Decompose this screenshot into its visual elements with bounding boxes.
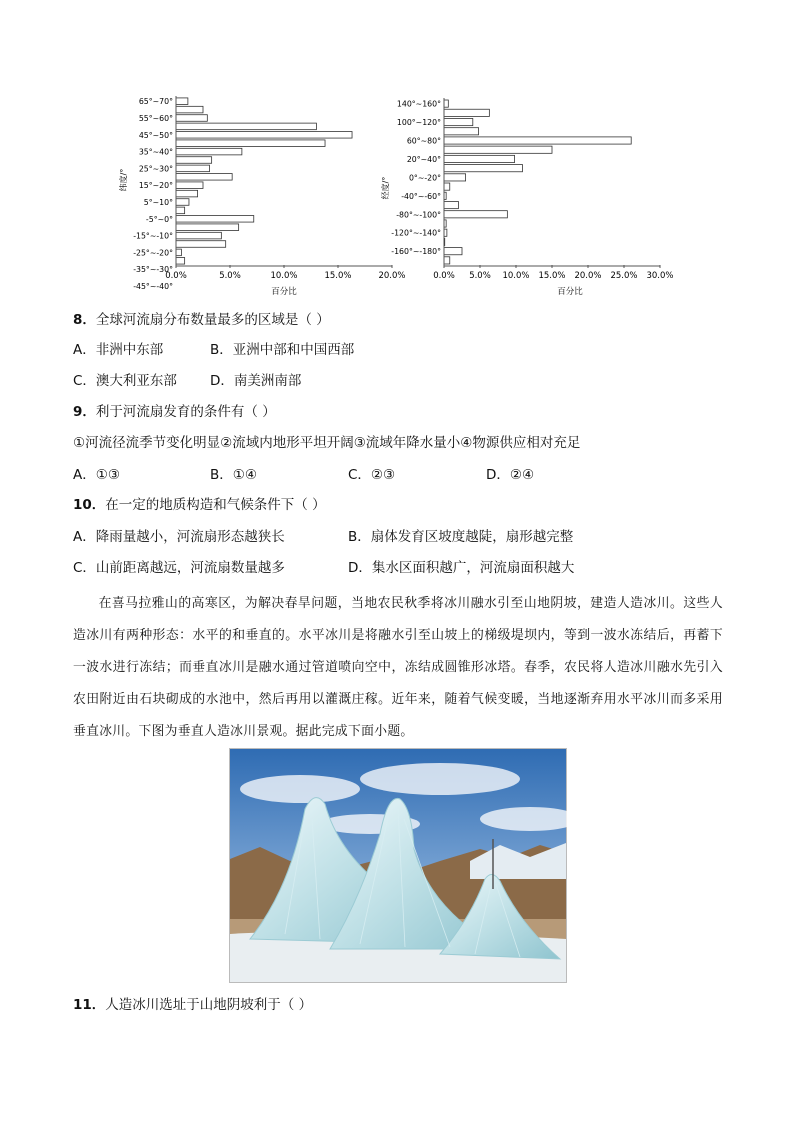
q9-option-c[interactable]: C．②③: [348, 467, 396, 483]
lat-category-label-4: 25°~30°: [138, 164, 173, 174]
lat-tick-label-3: 15.0%: [324, 271, 352, 281]
lat-category-label-0: 65°~70°: [138, 97, 173, 107]
lat-bar-4: [176, 132, 352, 139]
lat-bar-1: [176, 106, 203, 113]
lon-bar-0: [444, 100, 448, 107]
lat-category-label-5: 15°~20°: [138, 181, 173, 191]
q8-option-a[interactable]: A．非洲中东部: [73, 342, 164, 358]
lat-bar-17: [176, 241, 226, 248]
lat-bar-19: [176, 258, 185, 265]
question-9-conditions: ①河流径流季节变化明显②流域内地形平坦开阔③流域年降水量小④物源供应相对充足: [73, 435, 581, 451]
lon-category-label-1: 100°~120°: [396, 118, 441, 128]
question-11: [73, 996, 312, 1014]
lat-bar-5: [176, 140, 325, 147]
lon-bar-4: [444, 137, 631, 144]
question-11-text: 人造冰川选址于山地阴坡利于（ ）: [105, 997, 313, 1013]
lon-tick-label-6: 30.0%: [646, 271, 674, 281]
lat-bar-3: [176, 123, 316, 130]
question-9-text: 利于河流扇发育的条件有（ ）: [95, 404, 276, 420]
lat-bar-11: [176, 190, 198, 197]
lon-bar-6: [444, 155, 515, 162]
question-10: [73, 496, 326, 514]
lon-category-label-6: -80°~-100°: [396, 210, 441, 220]
lat-bar-2: [176, 115, 207, 122]
q10-option-a[interactable]: A．降雨量越小，河流扇形态越狭长: [73, 529, 285, 545]
question-10-number: 10．: [73, 497, 106, 513]
lon-bar-7: [444, 165, 522, 172]
lat-bar-15: [176, 224, 239, 231]
ice-stupa-photo: [229, 748, 567, 983]
lat-category-label-11: -45°~-40°: [133, 282, 173, 291]
lon-category-label-4: 0°~-20°: [408, 173, 441, 183]
lon-category-label-8: -160°~-180°: [391, 247, 441, 257]
lon-category-label-2: 60°~80°: [406, 136, 441, 146]
lon-bar-2: [444, 118, 473, 125]
lon-category-label-0: 140°~160°: [396, 99, 441, 109]
lat-category-label-8: -15°~-10°: [133, 231, 173, 241]
question-9: [73, 403, 276, 421]
lat-bar-9: [176, 174, 232, 181]
lon-bar-16: [444, 248, 462, 255]
lat-bar-8: [176, 165, 209, 172]
lon-bar-11: [444, 201, 458, 208]
lat-category-label-3: 35°~40°: [138, 147, 173, 157]
lat-category-label-10: -35°~-30°: [133, 265, 173, 275]
lat-tick-label-4: 20.0%: [378, 271, 406, 281]
lat-category-label-2: 45°~50°: [138, 130, 173, 140]
lat-bar-14: [176, 216, 254, 223]
lon-category-label-7: -120°~-140°: [391, 228, 441, 238]
lon-bar-1: [444, 109, 489, 116]
lon-bar-8: [444, 174, 466, 181]
lat-bar-6: [176, 148, 242, 155]
lat-bar-7: [176, 157, 212, 164]
question-8-number: 8．: [73, 312, 96, 328]
q9-option-d[interactable]: D．②④: [486, 467, 535, 483]
longitude-category-labels: [391, 100, 441, 257]
longitude-distribution-chart: [381, 96, 674, 300]
longitude-chart-svg: [381, 96, 674, 300]
question-11-number: 11．: [73, 997, 106, 1013]
q10-option-d[interactable]: D．集水区面积越广，河流扇面积越大: [348, 560, 575, 576]
latitude-xlabel: 百分比: [271, 287, 297, 297]
q9-option-b[interactable]: B．①④: [210, 467, 257, 483]
lon-bar-9: [444, 183, 450, 190]
latitude-chart-svg: [118, 94, 404, 300]
q8-option-c[interactable]: C．澳大利亚东部: [73, 373, 177, 389]
lat-bar-16: [176, 232, 221, 239]
lon-tick-label-5: 25.0%: [610, 271, 638, 281]
lon-category-label-3: 20°~40°: [406, 154, 441, 164]
lat-category-label-7: -5°~0°: [145, 214, 173, 224]
longitude-xlabel: 百分比: [557, 287, 583, 297]
longitude-ylabel: 经度/°: [381, 176, 390, 200]
lon-tick-label-1: 5.0%: [469, 271, 491, 281]
lon-tick-label-3: 15.0%: [538, 271, 566, 281]
question-10-text: 在一定的地质构造和气候条件下（ ）: [105, 497, 326, 513]
lat-category-label-9: -25°~-20°: [133, 248, 173, 258]
lon-bar-12: [444, 211, 507, 218]
lat-tick-label-0: 0.0%: [165, 271, 187, 281]
q10-option-b[interactable]: B．扇体发育区坡度越陡，扇形越完整: [348, 529, 574, 545]
lon-bar-3: [444, 128, 479, 135]
lon-tick-label-2: 10.0%: [502, 271, 530, 281]
ice-stupa-illustration: [230, 749, 566, 982]
longitude-bars: [444, 100, 631, 264]
lat-category-label-1: 55°~60°: [138, 114, 173, 123]
latitude-ylabel: 纬度/°: [119, 168, 128, 192]
reading-passage: 在喜马拉雅山的高寒区，为解决春旱问题，当地农民秋季将冰川融水引至山地阴坡，建造人造冰川。这些人造冰川有两种形态：水平的和垂直的。水平冰川是将融水引至山坡上的梯级堤坝内，等到一波水冻结后，再蓄下一波水进行冻结；而垂直冰川是融水通过管道喷向空中，冻结成圆锥形冰塔。春季，农民将人造冰川融水先引入农田附近由石块砌成的水池中，然后再用以灌溉庄稼。近年来，随着气候变暖，当地逐渐弃用水平冰川而多采用垂直冰川。下图为垂直人造冰川景观。据此完成下面小题。: [73, 596, 723, 739]
q8-option-b[interactable]: B．亚洲中部和中国西部: [210, 342, 355, 358]
lat-bar-0: [176, 98, 188, 105]
lat-bar-18: [176, 249, 181, 256]
lon-bar-5: [444, 146, 552, 153]
latitude-distribution-chart: [118, 94, 404, 300]
lat-bar-12: [176, 199, 189, 206]
lon-tick-label-0: 0.0%: [433, 271, 455, 281]
lat-bar-13: [176, 207, 185, 214]
q9-option-a[interactable]: A．①③: [73, 467, 120, 483]
q8-option-d[interactable]: D．南美洲南部: [210, 373, 302, 389]
question-9-number: 9．: [73, 404, 96, 420]
lon-bar-17: [444, 257, 450, 264]
q10-option-c[interactable]: C．山前距离越远，河流扇数量越多: [73, 560, 285, 576]
question-8: [73, 311, 330, 329]
lat-bar-10: [176, 182, 203, 189]
lat-tick-label-1: 5.0%: [219, 271, 241, 281]
question-8-text: 全球河流扇分布数量最多的区域是（ ）: [95, 312, 330, 328]
latitude-tick-labels: [165, 265, 405, 281]
lon-tick-label-4: 20.0%: [574, 271, 602, 281]
latitude-bars: [176, 98, 352, 264]
latitude-category-labels: [133, 97, 173, 291]
lat-tick-label-2: 10.0%: [270, 271, 298, 281]
longitude-tick-labels: [433, 265, 673, 281]
lat-category-label-6: 5°~10°: [143, 198, 173, 207]
lon-category-label-5: -40°~-60°: [401, 191, 441, 201]
